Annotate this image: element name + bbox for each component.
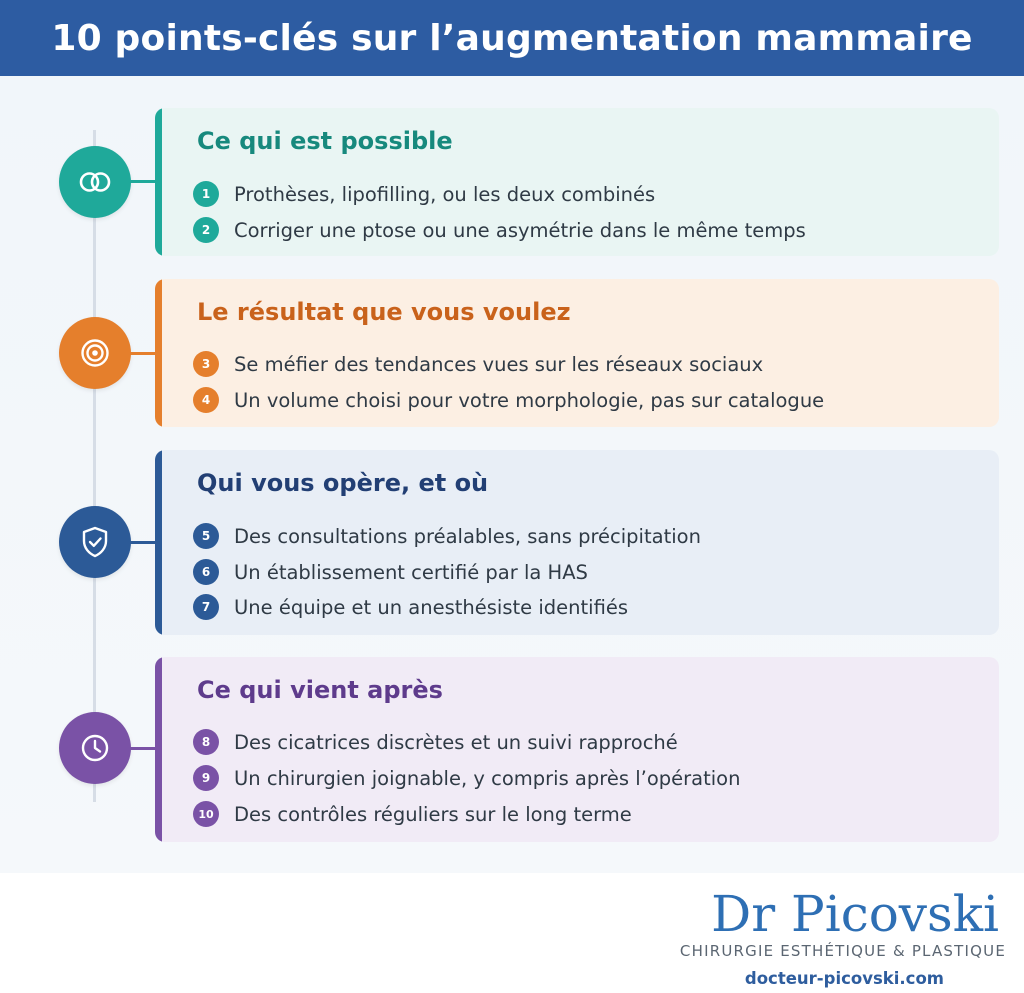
page-header [0,0,1024,76]
item-text: Prothèses, lipofilling, ou les deux combinés [234,182,656,206]
list-item [193,522,701,550]
brand-logo-name: Dr Picovski [711,885,999,943]
section-3-icon-circle [59,506,131,578]
section-2-connector [128,352,158,355]
rings-icon [78,171,112,193]
section-4-icon-circle [59,712,131,784]
section-1-connector [128,180,158,183]
item-text: Un établissement certifié par la HAS [234,560,588,584]
item-number-badge: 5 [193,523,219,549]
item-number-badge: 7 [193,594,219,620]
item-text: Des consultations préalables, sans précipitation [234,524,701,548]
item-number-badge: 8 [193,729,219,755]
list-item [193,180,655,208]
section-3-stripe [155,450,162,635]
item-text: Corriger une ptose ou une asymétrie dans le même temps [234,218,806,242]
section-3-title: Qui vous opère, et où [197,469,489,497]
footer [0,873,1024,993]
clock-icon [80,733,110,763]
section-3-connector [128,541,158,544]
list-item [193,386,824,414]
item-text: Un volume choisi pour votre morphologie, pas sur catalogue [234,388,825,412]
section-2-stripe [155,279,162,427]
item-number-badge: 4 [193,387,219,413]
list-item [193,216,806,244]
item-number-badge: 9 [193,765,219,791]
item-number-badge: 2 [193,217,219,243]
brand-tagline: CHIRURGIE ESTHÉTIQUE & PLASTIQUE [679,942,1006,960]
item-number-badge: 3 [193,351,219,377]
list-item [193,800,632,828]
list-item [193,593,628,621]
shield-check-icon [81,526,109,558]
item-number-badge: 1 [193,181,219,207]
section-card-3 [155,450,999,635]
timeline-line [93,130,96,802]
item-text: Des contrôles réguliers sur le long terme [234,802,632,826]
section-4-stripe [155,657,162,842]
section-card-2 [155,279,999,427]
section-2-icon-circle [59,317,131,389]
item-text: Une équipe et un anesthésiste identifiés [234,595,629,619]
section-card-4 [155,657,999,842]
item-text: Des cicatrices discrètes et un suivi rapproché [234,730,678,754]
list-item [193,558,588,586]
item-number-badge: 6 [193,559,219,585]
list-item [193,728,678,756]
item-text: Un chirurgien joignable, y compris après l’opération [234,766,741,790]
section-1-title: Ce qui est possible [197,127,453,155]
section-card-1 [155,108,999,256]
brand-url: docteur-picovski.com [744,969,944,988]
item-text: Se méfier des tendances vues sur les réseaux sociaux [234,352,764,376]
section-2-title: Le résultat que vous voulez [197,298,571,326]
list-item [193,764,740,792]
section-4-title: Ce qui vient après [197,676,443,704]
target-icon [80,338,110,368]
list-item [193,350,763,378]
item-number-badge: 10 [193,801,219,827]
section-4-connector [128,747,158,750]
section-1-stripe [155,108,162,256]
page-title: 10 points-clés sur l’augmentation mammaire [51,17,973,59]
section-1-icon-circle [59,146,131,218]
